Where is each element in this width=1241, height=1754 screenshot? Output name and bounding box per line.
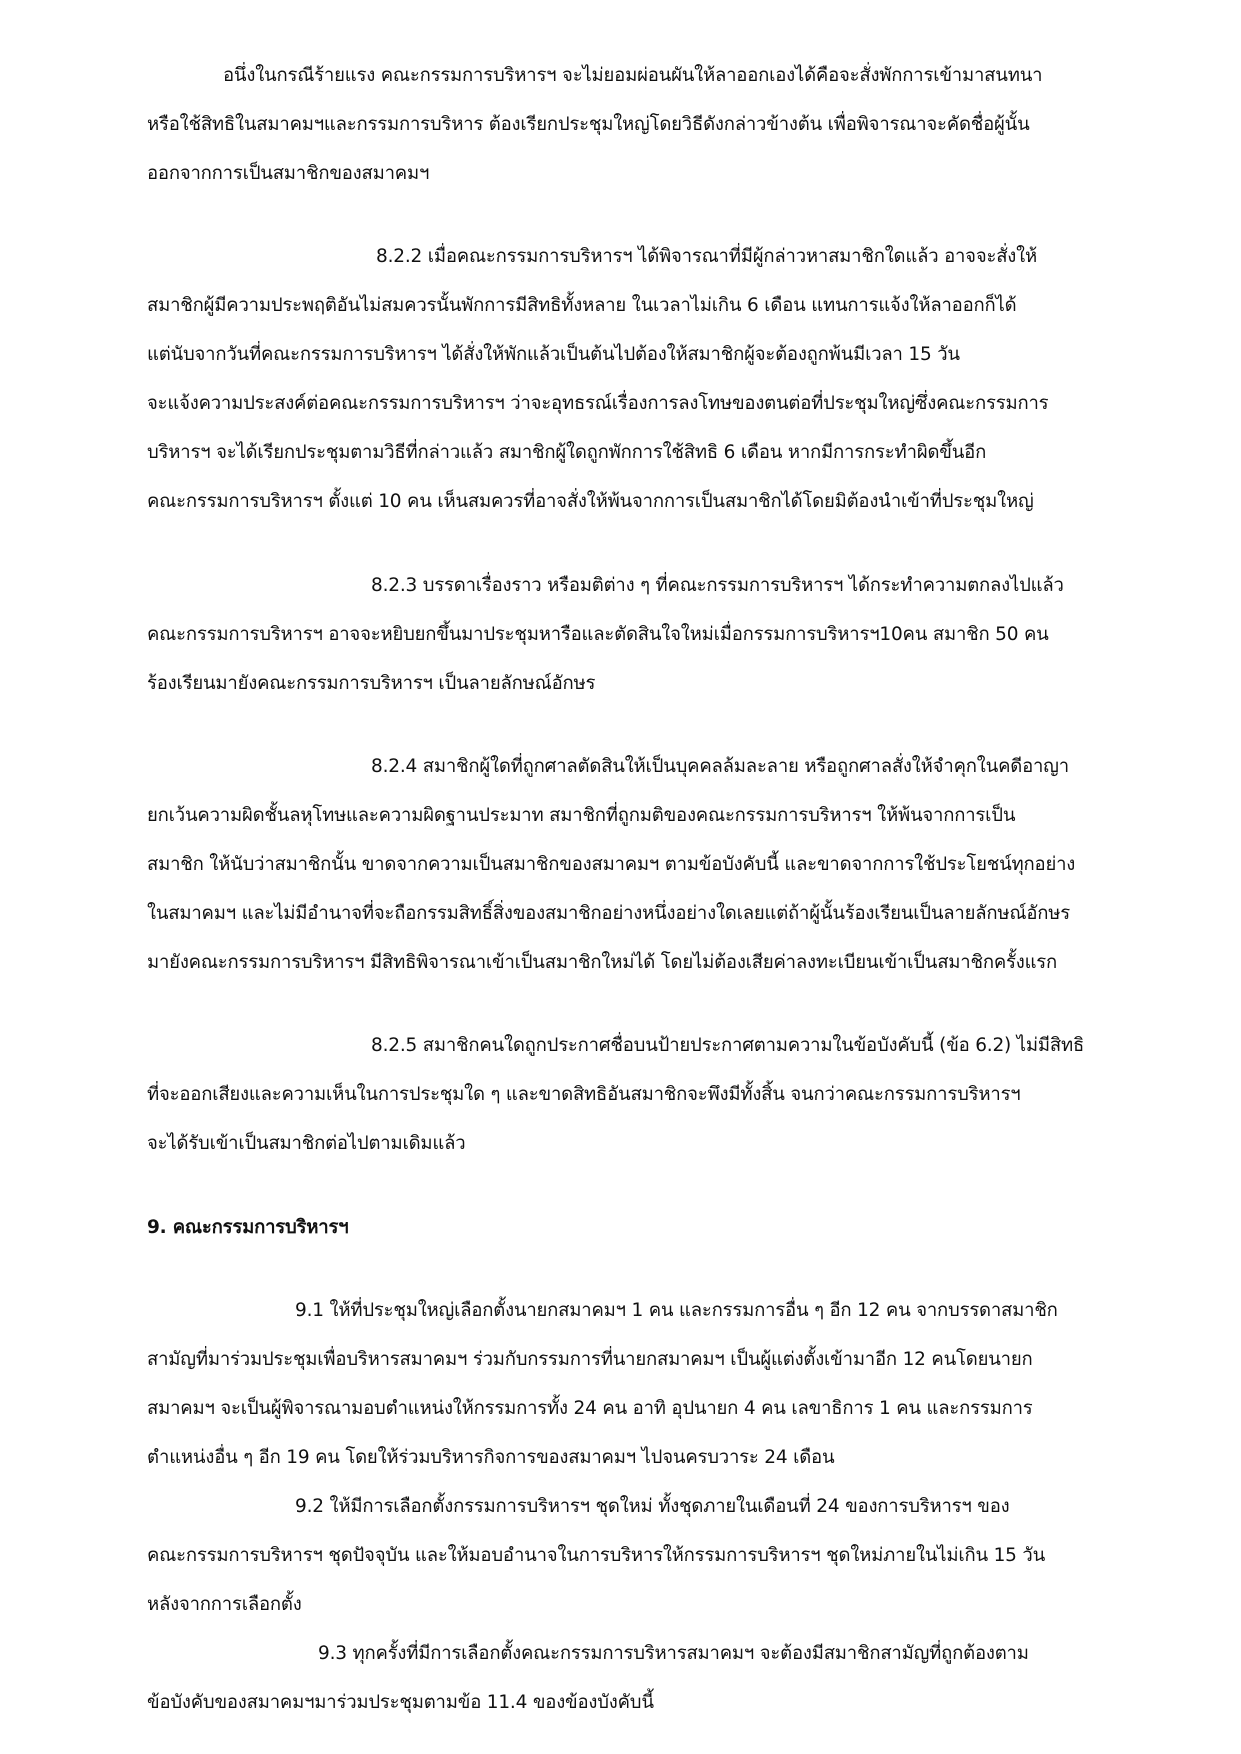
para-8-2-2-line-1: 8.2.2 เมื่อคณะกรรมการบริหารฯ ได้พิจารณาที่มีผู้กล่าวหาสมาชิกใดแล้ว อาจจะสั่งให้ — [376, 246, 1037, 267]
para-8-2-1-line-1: อนึ่งในกรณีร้ายแรง คณะกรรมการบริหารฯ จะไม่ยอมผ่อนผันให้ลาออกเองได้คือจะสั่งพักการเข้ามาสนทนา — [223, 65, 1043, 86]
para-9-2-line-2: คณะกรรมการบริหารฯ ชุดปัจจุบัน และให้มอบอำนาจในการบริหารให้กรรมการบริหารฯ ชุดใหม่ภายในไม่เกิน 15 วัน — [147, 1545, 1046, 1566]
para-9-1-line-4: ตำแหน่งอื่น ๆ อีก 19 คน โดยให้ร่วมบริหารกิจการของสมาคมฯ ไปจนครบวาระ 24 เดือน — [147, 1447, 835, 1468]
para-9-2-line-1: 9.2 ให้มีการเลือกตั้งกรรมการบริหารฯ ชุดใหม่ ทั้งชุดภายในเดือนที่ 24 ของการบริหารฯ ของ — [295, 1496, 1010, 1517]
para-8-2-4-line-5: มายังคณะกรรมการบริหารฯ มีสิทธิพิจารณาเข้าเป็นสมาชิกใหม่ได้ โดยไม่ต้องเสียค่าลงทะเบียนเข้าเป็นสมาชิกครั้งแรก — [147, 952, 1058, 973]
para-8-2-2-line-4: จะแจ้งความประสงค์ต่อคณะกรรมการบริหารฯ ว่าจะอุทธรณ์เรื่องการลงโทษของตนต่อที่ประชุมใหญ่ซึ่งคณะกรรมการ — [147, 393, 1049, 414]
para-9-1-line-3: สมาคมฯ จะเป็นผู้พิจารณามอบตำแหน่งให้กรรมการทั้ง 24 คน อาทิ อุปนายก 4 คน เลขาธิการ 1 คน และกรรมการ — [147, 1398, 1033, 1419]
para-8-2-5-line-1: 8.2.5 สมาชิกคนใดถูกประกาศชื่อบนป้ายประกาศตามความในข้อบังคับนี้ (ข้อ 6.2) ไม่มีสิทธิ — [371, 1035, 1085, 1056]
para-8-2-2-line-6: คณะกรรมการบริหารฯ ตั้งแต่ 10 คน เห็นสมควรที่อาจสั่งให้พ้นจากการเป็นสมาชิกได้โดยมิต้องนำเข้าที่ประชุมใหญ่ — [147, 491, 1034, 512]
para-8-2-5-line-2: ที่จะออกเสียงและความเห็นในการประชุมใด ๆ และขาดสิทธิอันสมาชิกจะพึงมีทั้งสิ้น จนกว่าคณะกรรมการบริหารฯ — [147, 1084, 1021, 1105]
para-8-2-4-line-3: สมาชิก ให้นับว่าสมาชิกนั้น ขาดจากความเป็นสมาชิกของสมาคมฯ ตามข้อบังคับนี้ และขาดจากการใช้ประโยชน์ทุกอย่าง — [147, 854, 1076, 875]
para-9-2-line-3: หลังจากการเลือกตั้ง — [147, 1594, 302, 1615]
para-8-2-1-line-3: ออกจากการเป็นสมาชิกของสมาคมฯ — [147, 163, 430, 184]
para-8-2-3-line-2: คณะกรรมการบริหารฯ อาจจะหยิบยกขึ้นมาประชุมหารือและตัดสินใจใหม่เมื่อกรรมการบริหารฯ10คน สมาชิก 50 คน — [147, 624, 1049, 645]
para-8-2-2-line-3: แต่นับจากวันที่คณะกรรมการบริหารฯ ได้สั่งให้พักแล้วเป็นต้นไปต้องให้สมาชิกผู้จะต้องถูกพ้นมีเวลา 15 วัน — [147, 344, 960, 365]
para-8-2-3-line-3: ร้องเรียนมายังคณะกรรมการบริหารฯ เป็นลายลักษณ์อักษร — [147, 673, 596, 694]
para-8-2-2-line-5: บริหารฯ จะได้เรียกประชุมตามวิธีที่กล่าวแล้ว สมาชิกผู้ใดถูกพักการใช้สิทธิ 6 เดือน หากมีการกระทำผิดขึ้นอีก — [147, 442, 987, 463]
para-8-2-5-line-3: จะได้รับเข้าเป็นสมาชิกต่อไปตามเดิมแล้ว — [147, 1133, 466, 1154]
para-9-3-line-2: ข้อบังคับของสมาคมฯมาร่วมประชุมตามข้อ 11.4 ของข้องบังคับนี้ — [147, 1692, 654, 1713]
para-8-2-2-line-2: สมาชิกผู้มีความประพฤติอันไม่สมควรนั้นพักการมีสิทธิทั้งหลาย ในเวลาไม่เกิน 6 เดือน แทนการแจ้งให้ลาออกก็ได้ — [147, 295, 1017, 316]
para-9-1-line-2: สามัญที่มาร่วมประชุมเพื่อบริหารสมาคมฯ ร่วมกับกรรมการที่นายกสมาคมฯ เป็นผู้แต่งตั้งเข้ามาอีก 12 คนโดยนายก — [147, 1349, 1033, 1370]
section-9-heading: 9. คณะกรรมการบริหารฯ — [147, 1217, 349, 1238]
para-8-2-1-line-2: หรือใช้สิทธิในสมาคมฯและกรรมการบริหาร ต้องเรียกประชุมใหญ่โดยวิธีดังกล่าวข้างต้น เพื่อพิจารณาจะคัดชื่อผู้นั้น — [147, 114, 1030, 135]
para-9-1-line-1: 9.1 ให้ที่ประชุมใหญ่เลือกตั้งนายกสมาคมฯ 1 คน และกรรมการอื่น ๆ อีก 12 คน จากบรรดาสมาชิก — [295, 1300, 1058, 1321]
para-8-2-4-line-2: ยกเว้นความผิดชั้นลหุโทษและความผิดฐานประมาท สมาชิกที่ถูกมติของคณะกรรมการบริหารฯ ให้พ้นจากการเป็น — [147, 805, 1016, 826]
para-9-3-line-1: 9.3 ทุกครั้งที่มีการเลือกตั้งคณะกรรมการบริหารสมาคมฯ จะต้องมีสมาชิกสามัญที่ถูกต้องตาม — [318, 1643, 1029, 1664]
para-8-2-4-line-4: ในสมาคมฯ และไม่มีอำนาจที่จะถือกรรมสิทธิ์สิ่งของสมาชิกอย่างหนึ่งอย่างใดเลยแต่ถ้าผู้นั้นร้องเรียนเป็นลายลักษณ์อักษร — [147, 903, 1071, 924]
para-8-2-4-line-1: 8.2.4 สมาชิกผู้ใดที่ถูกศาลตัดสินให้เป็นบุคคลล้มละลาย หรือถูกศาลสั่งให้จำคุกในคดีอาญา — [371, 756, 1069, 777]
para-8-2-3-line-1: 8.2.3 บรรดาเรื่องราว หรือมติต่าง ๆ ที่คณะกรรมการบริหารฯ ได้กระทำความตกลงไปแล้ว — [371, 575, 1064, 596]
